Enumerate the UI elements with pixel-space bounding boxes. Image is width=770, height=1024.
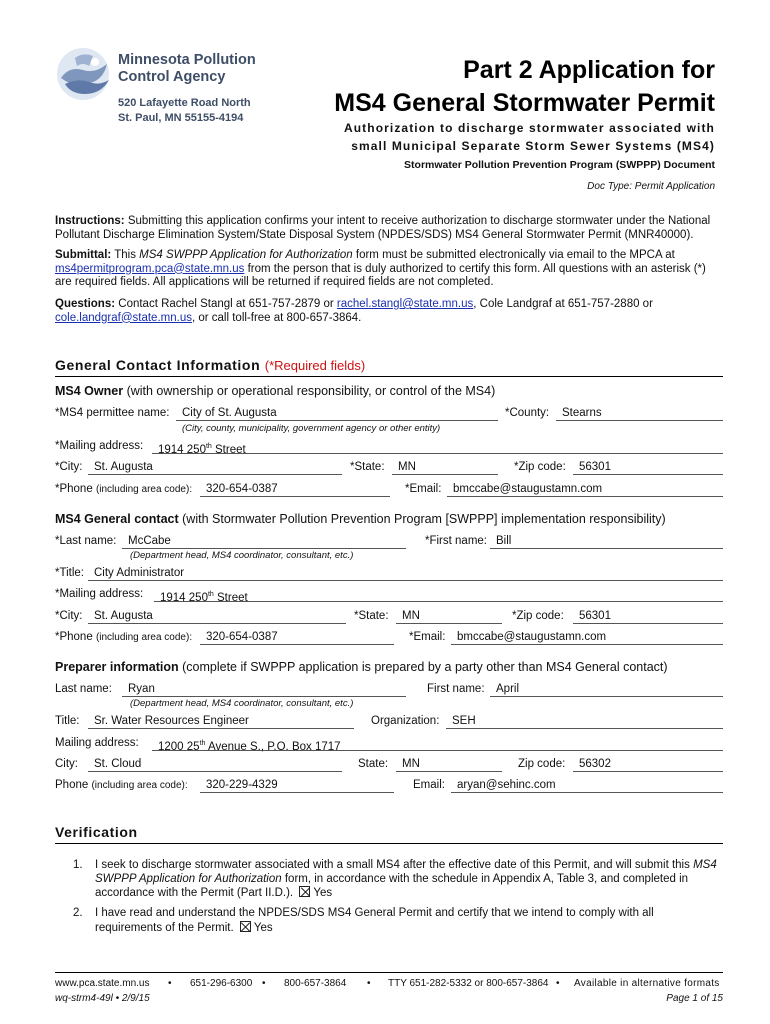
footer-tty: TTY 651-282-5332 or 800-657-3864 [388, 978, 549, 989]
preparer-first-field[interactable]: April [490, 683, 723, 697]
footer-bullet-4: • [556, 978, 560, 989]
general-heading-bold: MS4 General contact [55, 512, 179, 526]
owner-zip-label: *Zip code: [514, 461, 566, 473]
checked-box-icon[interactable] [240, 921, 251, 932]
verification-item-1-text1: I seek to discharge stormwater associated with a small MS4 after the effective date of this Permit, and will submit this [95, 859, 690, 871]
address-line1: 520 Lafayette Road North [118, 97, 251, 109]
general-title-field[interactable]: City Administrator [88, 567, 723, 581]
owner-permittee-field[interactable]: City of St. Augusta [176, 407, 498, 421]
general-first-label: *First name: [425, 535, 487, 547]
preparer-state-field[interactable]: MN [396, 758, 502, 772]
submittal-email-link[interactable]: ms4permitprogram.pca@state.mn.us [55, 262, 245, 275]
verification-item-2 [55, 907, 723, 937]
general-first-field[interactable]: Bill [490, 535, 723, 549]
general-email-label: *Email: [409, 631, 446, 643]
verification-item-1-form-name: MS4 SWPPP Application for Authorization [95, 859, 717, 885]
agency-address [118, 96, 251, 126]
agency-name [118, 52, 256, 86]
general-zip-field[interactable]: 56301 [573, 610, 723, 624]
instructions-paragraph [55, 215, 723, 242]
general-phone-label-main: *Phone [55, 631, 93, 643]
submittal-form-name: MS4 SWPPP Application for Authorization [139, 249, 353, 261]
footer-page-number: Page 1 of 15 [666, 993, 723, 1004]
rachel-email-link[interactable]: rachel.stangl@state.mn.us [336, 298, 474, 310]
general-mailing-sup: th [207, 591, 214, 598]
document-title-line2: MS4 General Stormwater Permit [334, 89, 715, 117]
general-state-field[interactable]: MN [396, 610, 502, 624]
instructions-label: Instructions: [55, 215, 125, 227]
document-title-line1: Part 2 Application for [463, 56, 715, 84]
general-email-field[interactable]: bmccabe@staugustamn.com [451, 631, 723, 645]
general-title-label: *Title: [55, 567, 84, 579]
owner-email-label: *Email: [405, 483, 442, 495]
footer-bullet-2: • [262, 978, 266, 989]
footer-phone1: 651-296-6300 [190, 978, 253, 989]
preparer-last-hint: (Department head, MS4 coordinator, consultant, etc.) [130, 698, 354, 709]
instructions-text: Submitting this application confirms your intent to receive authorization to discharge stormwater under the National Pollutant Discharge Elimination System/State Disposal System (NPDES/SDS) MS4 General Stormwater Permit (MNR40000). [55, 215, 711, 241]
submittal-text3: from the person that is duly authorized to certify this form. All questions with an asterisk (*) are required fields. All applications will be returned if required fields are not completed. [55, 262, 706, 288]
owner-city-field[interactable]: St. Augusta [88, 461, 342, 475]
doc-type: Doc Type: Permit Application [587, 181, 715, 192]
verification-item-1 [55, 859, 723, 903]
document-subtitle-line1: Authorization to discharge stormwater associated with [343, 121, 715, 135]
verification-item-2-text1: I have read and understand the NPDES/SDS MS4 General Permit and certify that we intend to comply with all requirements of the Permit. [95, 907, 654, 934]
verification-heading [55, 824, 723, 844]
owner-mailing-sup: th [205, 443, 212, 450]
general-mailing-post: Street [217, 591, 248, 604]
owner-mailing-label: *Mailing address: [55, 440, 144, 452]
owner-phone-label [55, 483, 192, 495]
verification-item-1-text2: form, in accordance with the schedule in Appendix A, Table 3, and completed in accordance with the Permit (Part II.D.). [95, 872, 689, 899]
preparer-phone-label [55, 779, 188, 791]
owner-email-field[interactable]: bmccabe@staugustamn.com [447, 483, 723, 497]
preparer-heading-bold: Preparer information [55, 660, 179, 674]
general-phone-field[interactable]: 320-654-0387 [200, 631, 394, 645]
verification-item-1-number: 1. [73, 859, 83, 871]
owner-phone-label-main: *Phone [55, 483, 93, 495]
owner-heading-rest: (with ownership or operational responsibility, or control of the MS4) [126, 384, 496, 398]
owner-phone-field[interactable]: 320-654-0387 [200, 483, 390, 497]
footer-divider [55, 972, 723, 973]
general-contact-heading [55, 357, 723, 377]
owner-mailing-field[interactable] [152, 440, 723, 454]
preparer-first-label: First name: [427, 683, 485, 695]
questions-text3: , or call toll-free at 800-657-3864. [191, 311, 362, 324]
submittal-label: Submittal: [55, 249, 112, 261]
footer-bullet-3: • [367, 978, 371, 989]
preparer-city-label: City: [55, 758, 78, 770]
footer-phone2: 800-657-3864 [284, 978, 347, 989]
preparer-mailing-pre: 1200 25 [158, 740, 200, 753]
owner-state-field[interactable]: MN [392, 461, 498, 475]
footer-website: www.pca.state.mn.us [55, 978, 150, 989]
agency-name-line2: Control Agency [118, 69, 226, 85]
preparer-phone-label-main: Phone [55, 779, 89, 791]
general-zip-label: *Zip code: [512, 610, 564, 622]
verification-item-1-answer: Yes [313, 887, 333, 899]
mpca-logo-icon [55, 44, 115, 104]
owner-county-field[interactable]: Stearns [556, 407, 723, 421]
questions-text2: , Cole Landgraf at 651-757-2880 or [473, 298, 653, 310]
owner-mailing-pre: 1914 250 [158, 443, 206, 456]
verification-item-2-answer: Yes [253, 921, 273, 934]
submittal-text2: form must be submitted electronically via email to the MPCA at [355, 249, 675, 261]
preparer-email-label: Email: [413, 779, 445, 791]
general-heading-rest: (with Stormwater Pollution Prevention Program [SWPPP] implementation responsibility) [182, 512, 666, 526]
preparer-org-field[interactable]: SEH [446, 715, 723, 729]
general-mailing-field[interactable] [154, 588, 723, 602]
general-mailing-pre: 1914 250 [160, 591, 208, 604]
footer-formats: Available in alternative formats [574, 978, 720, 989]
document-subtitle-line3: Stormwater Pollution Prevention Program (SWPPP) Document [404, 159, 715, 171]
verification-item-2-number: 2. [73, 907, 83, 919]
submittal-text1: This [114, 249, 136, 261]
questions-paragraph [55, 298, 723, 325]
owner-state-label: *State: [350, 461, 385, 473]
preparer-org-label: Organization: [371, 715, 440, 727]
verification-item-2-text [95, 907, 723, 935]
owner-county-label: *County: [505, 407, 550, 419]
general-contact-sub-heading [55, 512, 666, 526]
general-contact-title: General Contact Information [55, 357, 261, 373]
preparer-heading-rest: (complete if SWPPP application is prepared by a party other than MS4 General contact) [182, 660, 668, 674]
owner-heading-bold: MS4 Owner [55, 384, 124, 398]
preparer-heading [55, 660, 668, 674]
preparer-email-field[interactable]: aryan@sehinc.com [451, 779, 723, 793]
preparer-mailing-post: Avenue S., P.O. Box 1717 [207, 740, 341, 753]
preparer-phone-label-small: (including area code): [91, 780, 188, 791]
owner-heading [55, 384, 495, 398]
preparer-zip-label: Zip code: [518, 758, 566, 770]
preparer-title-field[interactable]: Sr. Water Resources Engineer [88, 715, 354, 729]
required-fields-note: (*Required fields) [264, 358, 366, 373]
general-city-field[interactable]: St. Augusta [88, 610, 346, 624]
preparer-mailing-field[interactable] [152, 737, 723, 751]
general-last-field[interactable]: McCabe [122, 535, 406, 549]
preparer-mailing-sup: th [199, 740, 206, 747]
cole-email-link[interactable]: cole.landgraf@state.mn.us [55, 311, 192, 324]
owner-zip-field[interactable]: 56301 [573, 461, 723, 475]
address-line2: St. Paul, MN 55155-4194 [118, 112, 244, 124]
document-subtitle-line2: small Municipal Separate Storm Sewer Systems (MS4) [351, 139, 715, 153]
general-last-label: *Last name: [55, 535, 117, 547]
general-phone-label-small: (including area code): [95, 632, 193, 643]
owner-phone-label-small: (including area code): [95, 484, 193, 495]
owner-permittee-label: *MS4 permittee name: [55, 407, 170, 419]
owner-city-label: *City: [55, 461, 83, 473]
preparer-phone-field[interactable]: 320-229-4329 [200, 779, 394, 793]
verification-title: Verification [55, 824, 138, 840]
preparer-city-field[interactable]: St. Cloud [88, 758, 342, 772]
preparer-zip-field[interactable]: 56302 [573, 758, 723, 772]
general-mailing-label: *Mailing address: [55, 588, 144, 600]
questions-text1: Contact Rachel Stangl at 651-757-2879 or [118, 298, 334, 310]
general-last-hint: (Department head, MS4 coordinator, consultant, etc.) [130, 550, 354, 561]
general-phone-label [55, 631, 192, 643]
general-city-label: *City: [55, 610, 83, 622]
preparer-title-label: Title: [55, 715, 80, 727]
preparer-last-field[interactable]: Ryan [122, 683, 406, 697]
questions-label: Questions: [55, 298, 116, 310]
preparer-state-label: State: [358, 758, 389, 770]
footer-bullet-1: • [168, 978, 172, 989]
preparer-last-label: Last name: [55, 683, 112, 695]
preparer-mailing-label: Mailing address: [55, 737, 139, 749]
submittal-paragraph [55, 249, 723, 290]
verification-item-1-text [95, 859, 723, 901]
general-state-label: *State: [354, 610, 389, 622]
checked-box-icon[interactable] [299, 886, 310, 897]
agency-name-line1: Minnesota Pollution [118, 52, 256, 68]
footer-form-id: wq-strm4-49l • 2/9/15 [55, 993, 150, 1004]
owner-mailing-post: Street [215, 443, 246, 456]
owner-permittee-hint: (City, county, municipality, government agency or other entity) [182, 423, 441, 434]
